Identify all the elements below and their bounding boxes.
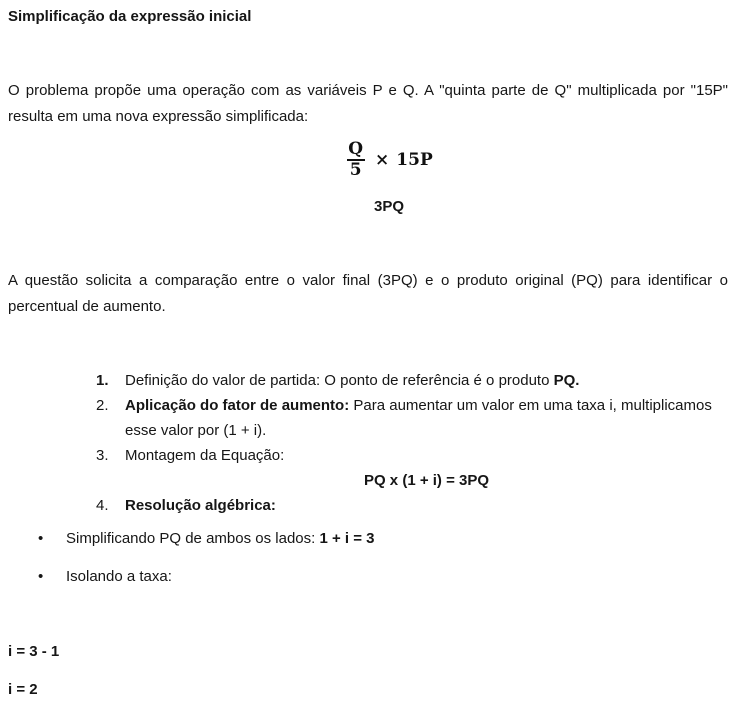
fraction (345, 140, 366, 180)
list-item (8, 564, 728, 589)
formula-multiplier: 15P (396, 150, 433, 170)
bullet-text-regular: Simplificando PQ de ambos os lados: (66, 530, 320, 547)
result-line: i = 2 (8, 681, 38, 698)
step-text-regular: Para aumentar um valor em uma taxa i, multiplicamos esse valor por (1 + i). (125, 397, 712, 439)
step-text-regular: Definição do valor de partida: O ponto de referência é o produto (125, 372, 554, 389)
list-item (8, 493, 728, 518)
numbered-steps-list (8, 368, 728, 518)
step-text (125, 443, 728, 493)
step-text-bold: Resolução algébrica: (125, 497, 276, 514)
intro-paragraph: O problema propõe uma operação com as variáveis P e Q. A "quinta parte de Q" multiplicada por "15P" resulta em uma nova expressão simplificada: (8, 82, 728, 125)
list-item (8, 368, 728, 393)
step-marker: 1. (96, 372, 109, 389)
formula-result: 3PQ (373, 198, 404, 215)
bullet-icon: • (38, 568, 44, 585)
step-text-regular: Montagem da Equação: (125, 447, 285, 464)
fraction-denominator: 5 (347, 159, 365, 180)
step-marker: 4. (96, 497, 109, 514)
bullet-list (8, 526, 728, 589)
step-text-bold: Aplicação do fator de aumento: (125, 397, 350, 414)
fraction-numerator: Q (348, 139, 364, 159)
step-text (125, 393, 728, 443)
bullet-text-bold: 1 + i = 3 (319, 530, 375, 547)
equation: PQ x (1 + i) = 3PQ (363, 472, 490, 489)
step-text-bold: PQ. (553, 372, 580, 389)
list-item (8, 526, 728, 551)
math-expression (8, 140, 728, 180)
result-line: i = 3 - 1 (8, 643, 60, 660)
multiplication-sign: × (375, 150, 390, 170)
bullet-icon: • (38, 530, 44, 547)
list-item (8, 443, 728, 493)
step-text (125, 368, 728, 393)
step-marker: 2. (96, 397, 109, 414)
step-text (125, 493, 728, 518)
step-marker: 3. (96, 447, 109, 464)
comparison-paragraph: A questão solicita a comparação entre o valor final (3PQ) e o produto original (PQ) para identificar o percentual de aumento. (8, 272, 728, 315)
bullet-text (66, 526, 728, 551)
bullet-text (66, 564, 728, 589)
page-title: Simplificação da expressão inicial (8, 8, 252, 25)
bullet-text-regular: Isolando a taxa: (66, 568, 172, 585)
list-item (8, 393, 728, 443)
